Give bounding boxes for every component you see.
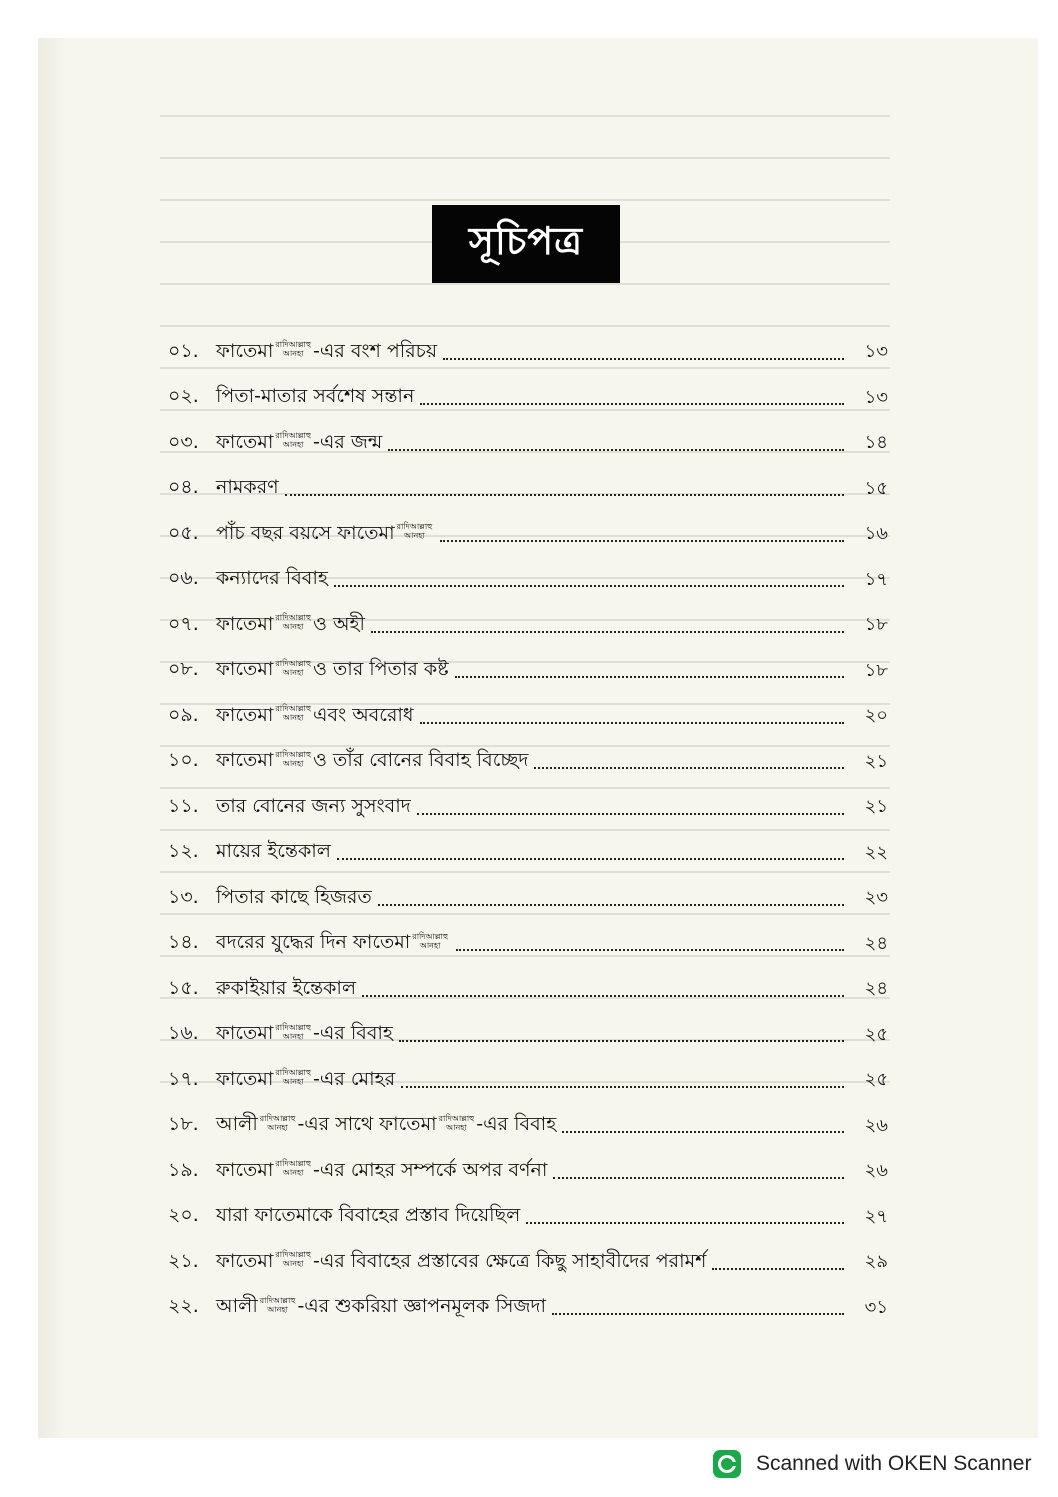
toc-entry-title-rest: -এর বিবাহের প্রস্তাবের ক্ষেত্রে কিছু সাহাবীদের পরামর্শ <box>313 1249 707 1272</box>
toc-entry-title-rest: এবং অবরোধ <box>313 703 414 726</box>
toc-entry-title <box>216 1019 399 1051</box>
toc-entry-number: ০৩. <box>168 430 199 453</box>
honorific-bottom: আনহা <box>282 349 304 359</box>
toc-entry-number: ০১. <box>168 339 199 362</box>
honorific-mark <box>275 340 311 358</box>
toc-entry-page: ২১ <box>864 750 888 772</box>
honorific-top: রাদিআল্লাহু <box>275 1022 312 1032</box>
dot-leader <box>440 540 844 542</box>
honorific-bottom: আনহা <box>282 1168 304 1178</box>
honorific-mark <box>275 1068 311 1086</box>
honorific-mark <box>275 659 311 677</box>
toc-entry-title-rest: -এর শুকরিয়া জ্ঞাপনমূলক সিজদা <box>297 1295 546 1318</box>
toc-entry-number: ০২. <box>168 385 199 408</box>
dot-leader <box>552 1313 844 1315</box>
toc-entry-title <box>216 974 362 1006</box>
dot-leader <box>456 949 844 951</box>
toc-entry <box>168 922 888 968</box>
toc-entry-title-tail: -এর বিবাহ <box>476 1113 557 1136</box>
toc-entry <box>168 967 888 1013</box>
toc-entry-page: ১৭ <box>864 568 888 590</box>
toc-entry <box>168 831 888 877</box>
dot-leader <box>399 1040 844 1042</box>
toc-entry-title-start: পিতার কাছে হিজরত <box>216 885 372 908</box>
toc-entry-title-start: ফাতেমা <box>216 1067 274 1090</box>
honorific-mark <box>397 522 433 540</box>
honorific-top: রাদিআল্লাহু <box>259 1113 296 1123</box>
scanner-watermark <box>712 1448 1031 1480</box>
toc-entry-number: ১৪. <box>168 931 199 954</box>
toc-entry-title-rest: -এর বিবাহ <box>313 1022 393 1045</box>
honorific-mark <box>412 932 448 950</box>
honorific-bottom: আনহা <box>267 1304 288 1314</box>
toc-entry-title-start: মায়ের ইন্তেকাল <box>216 840 331 863</box>
honorific-bottom: আনহা <box>282 622 304 632</box>
honorific-bottom: আনহা <box>282 1259 304 1269</box>
toc-entry-title-start: নামকরণ <box>216 476 279 499</box>
toc-entry-page: ৩১ <box>864 1296 888 1318</box>
toc-entry-page: ২১ <box>864 796 888 818</box>
toc-entry-title-start: কন্যাদের বিবাহ <box>216 567 328 590</box>
honorific-top: রাদিআল্লাহু <box>396 522 433 532</box>
honorific-bottom: আনহা <box>282 667 304 677</box>
toc-entry <box>168 558 888 604</box>
toc-entry <box>168 876 888 922</box>
dot-leader <box>526 1222 844 1224</box>
toc-entry-title-start: আলী <box>216 1113 258 1136</box>
toc-entry-number: ১২. <box>168 840 199 863</box>
toc-entry-title <box>216 1065 401 1097</box>
toc-entry <box>168 740 888 786</box>
toc-entry <box>168 649 888 695</box>
honorific-top: রাদিআল্লাহু <box>438 1113 475 1123</box>
toc-entry-number: ০৭. <box>168 612 199 635</box>
honorific-bottom: আনহা <box>282 713 304 723</box>
toc-entry-number: ০৬. <box>168 567 199 590</box>
toc-entry-title <box>216 1247 712 1279</box>
toc-entry-title <box>216 1110 562 1142</box>
toc-entry-page: ১৮ <box>864 614 888 636</box>
honorific-mark <box>275 1023 311 1041</box>
dot-leader <box>534 767 844 769</box>
toc-entry-number: ০৫. <box>168 521 199 544</box>
toc-entry-page: ২৬ <box>864 1114 888 1136</box>
dot-leader <box>443 358 844 360</box>
honorific-top: রাদিআল্লাহু <box>275 749 312 759</box>
toc-entry <box>168 1240 888 1286</box>
page-title: সূচিপত্র <box>468 219 584 263</box>
toc-entry-title <box>216 655 455 687</box>
toc-entry-title-start: তার বোনের জন্য সুসংবাদ <box>216 794 411 817</box>
toc-entry <box>168 1286 888 1332</box>
toc-entry-title <box>216 564 334 596</box>
toc-entry <box>168 785 888 831</box>
toc-entry <box>168 512 888 558</box>
toc-entry-title-rest: ও তাঁর বোনের বিবাহ বিচ্ছেদ <box>313 749 529 772</box>
toc-entry-page: ২৭ <box>864 1205 888 1227</box>
honorific-mark <box>439 1114 475 1132</box>
toc-entry <box>168 330 888 376</box>
toc-entry-number: ২০. <box>168 1204 199 1227</box>
toc-entry-title <box>216 382 420 414</box>
toc-entry-page: ১৩ <box>864 341 888 363</box>
honorific-bottom: আনহা <box>282 1031 304 1041</box>
dot-leader <box>337 858 844 860</box>
dot-leader <box>455 676 844 678</box>
toc-entry-title <box>216 428 388 460</box>
toc-entry-title-start: পিতা-মাতার সর্বশেষ সন্তান <box>216 385 415 408</box>
honorific-top: রাদিআল্লাহু <box>275 1159 312 1169</box>
toc-entry-title-start: বদরের যুদ্ধের দিন ফাতেমা <box>216 931 411 954</box>
toc-entry-title <box>216 883 378 915</box>
toc-entry-page: ১৪ <box>864 432 888 454</box>
honorific-mark <box>260 1296 296 1314</box>
toc-entry-number: ২২. <box>168 1295 199 1318</box>
toc-entry-number: ০৮. <box>168 658 199 681</box>
dot-leader <box>371 631 844 633</box>
toc-entry-title-rest: ও অহী <box>313 612 365 635</box>
toc-entry-title-start: পাঁচ বছর বয়সে ফাতেমা <box>216 521 395 544</box>
toc-entry <box>168 467 888 513</box>
toc-entry-title <box>216 610 371 642</box>
table-of-contents <box>168 330 888 1331</box>
dot-leader <box>285 494 844 496</box>
dot-leader <box>420 722 844 724</box>
honorific-bottom: আনহা <box>267 1122 288 1132</box>
honorific-mark <box>275 1250 311 1268</box>
honorific-top: রাদিআল্লাহু <box>275 1068 312 1078</box>
honorific-top: রাদিআল্লাহু <box>275 340 312 350</box>
toc-entry <box>168 376 888 422</box>
toc-entry-title-start: ফাতেমা <box>216 703 274 726</box>
toc-entry-page: ২৫ <box>864 1023 888 1045</box>
toc-entry-title-start: ফাতেমা <box>216 1249 274 1272</box>
honorific-bottom: আনহা <box>282 758 304 768</box>
toc-entry-title <box>216 1201 526 1233</box>
toc-entry-title-start: ফাতেমা <box>216 658 274 681</box>
toc-entry <box>168 1149 888 1195</box>
honorific-top: রাদিআল্লাহু <box>275 431 312 441</box>
honorific-top: রাদিআল্লাহু <box>412 931 448 941</box>
honorific-mark <box>275 1159 311 1177</box>
honorific-bottom: আনহা <box>446 1122 467 1132</box>
dot-leader <box>712 1268 844 1270</box>
toc-entry-title-rest: -এর মোহর সম্পর্কে অপর বর্ণনা <box>313 1158 548 1181</box>
page-gutter-shadow <box>38 38 66 1438</box>
toc-entry <box>168 1195 888 1241</box>
toc-entry-title-start: ফাতেমা <box>216 749 274 772</box>
toc-entry-title <box>216 792 417 824</box>
toc-entry-number: ১৮. <box>168 1113 199 1136</box>
toc-entry-number: ২১. <box>168 1249 199 1272</box>
dot-leader <box>334 585 844 587</box>
toc-entry-title-start: রুকাইয়ার ইন্তেকাল <box>216 976 357 999</box>
honorific-mark <box>275 431 311 449</box>
toc-entry-page: ২৪ <box>864 932 888 954</box>
toc-entry-title-rest: -এর বংশ পরিচয় <box>313 339 438 362</box>
toc-entry <box>168 1013 888 1059</box>
dot-leader <box>401 1086 844 1088</box>
dot-leader <box>553 1177 844 1179</box>
toc-entry-number: ১১. <box>168 794 199 817</box>
toc-entry-number: ১০. <box>168 749 199 772</box>
honorific-bottom: আনহা <box>282 440 304 450</box>
dot-leader <box>388 449 844 451</box>
toc-entry-page: ২৩ <box>864 887 888 909</box>
dot-leader <box>362 995 844 997</box>
toc-entry-title <box>216 837 337 869</box>
toc-entry-page: ১৩ <box>864 386 888 408</box>
toc-entry-title-start: আলী <box>216 1295 258 1318</box>
honorific-top: রাদিআল্লাহু <box>275 658 312 668</box>
toc-entry-title-rest: -এর মোহর <box>313 1067 396 1090</box>
toc-entry-number: ০৪. <box>168 476 199 499</box>
toc-entry-page: ১৫ <box>864 477 888 499</box>
toc-entry-number: ১৭. <box>168 1067 199 1090</box>
honorific-bottom: আনহা <box>404 531 425 541</box>
toc-entry-title <box>216 746 534 778</box>
toc-entry-page: ২০ <box>864 705 888 727</box>
toc-entry <box>168 1058 888 1104</box>
toc-entry-number: ১৯. <box>168 1158 199 1181</box>
toc-entry-title <box>216 1292 552 1324</box>
honorific-top: রাদিআল্লাহু <box>275 613 312 623</box>
honorific-bottom: আনহা <box>419 940 441 950</box>
toc-entry-page: ২৫ <box>864 1069 888 1091</box>
honorific-bottom: আনহা <box>282 1077 304 1087</box>
toc-entry-title <box>216 1156 553 1188</box>
toc-entry-page: ১৬ <box>864 523 888 545</box>
toc-entry-title-start: ফাতেমা <box>216 612 274 635</box>
honorific-top: রাদিআল্লাহু <box>259 1295 296 1305</box>
toc-entry-title <box>216 701 420 733</box>
toc-entry-title <box>216 473 285 505</box>
honorific-top: রাদিআল্লাহু <box>275 704 312 714</box>
honorific-top: রাদিআল্লাহু <box>275 1250 312 1260</box>
dot-leader <box>562 1131 844 1133</box>
toc-entry-title-rest: -এর সাথে ফাতেমা <box>297 1113 437 1136</box>
toc-entry <box>168 1104 888 1150</box>
dot-leader <box>420 403 844 405</box>
toc-entry-title <box>216 519 440 551</box>
title-banner <box>432 205 620 283</box>
scanner-label: Scanned with OKEN Scanner <box>756 1452 1032 1475</box>
toc-entry-title-rest: -এর জন্ম <box>313 430 383 453</box>
toc-entry-title-start: ফাতেমা <box>216 430 274 453</box>
toc-entry-number: ১৬. <box>168 1022 199 1045</box>
honorific-mark <box>275 613 311 631</box>
toc-entry <box>168 421 888 467</box>
toc-entry-page: ২৪ <box>864 978 888 1000</box>
toc-entry-title <box>216 337 443 369</box>
toc-entry-title-rest: ও তার পিতার কষ্ট <box>313 658 449 681</box>
honorific-mark <box>275 704 311 722</box>
toc-entry-title-start: ফাতেমা <box>216 1022 274 1045</box>
honorific-mark <box>260 1114 296 1132</box>
toc-entry-page: ২৯ <box>864 1251 888 1273</box>
toc-entry-page: ১৮ <box>864 659 888 681</box>
toc-entry-title-start: ফাতেমা <box>216 339 274 362</box>
toc-entry <box>168 603 888 649</box>
toc-entry-number: ১৩. <box>168 885 199 908</box>
toc-entry-title-start: ফাতেমা <box>216 1158 274 1181</box>
dot-leader <box>378 904 844 906</box>
toc-entry-page: ২৬ <box>864 1160 888 1182</box>
dot-leader <box>417 813 844 815</box>
toc-entry-number: ০৯. <box>168 703 199 726</box>
oken-scanner-logo-icon <box>712 1449 742 1479</box>
toc-entry <box>168 694 888 740</box>
toc-entry-title-start: যারা ফাতেমাকে বিবাহের প্রস্তাব দিয়েছিল <box>216 1204 521 1227</box>
toc-entry-page: ২২ <box>864 841 888 863</box>
toc-entry-title <box>216 928 456 960</box>
toc-entry-number: ১৫. <box>168 976 199 999</box>
honorific-mark <box>275 750 311 768</box>
